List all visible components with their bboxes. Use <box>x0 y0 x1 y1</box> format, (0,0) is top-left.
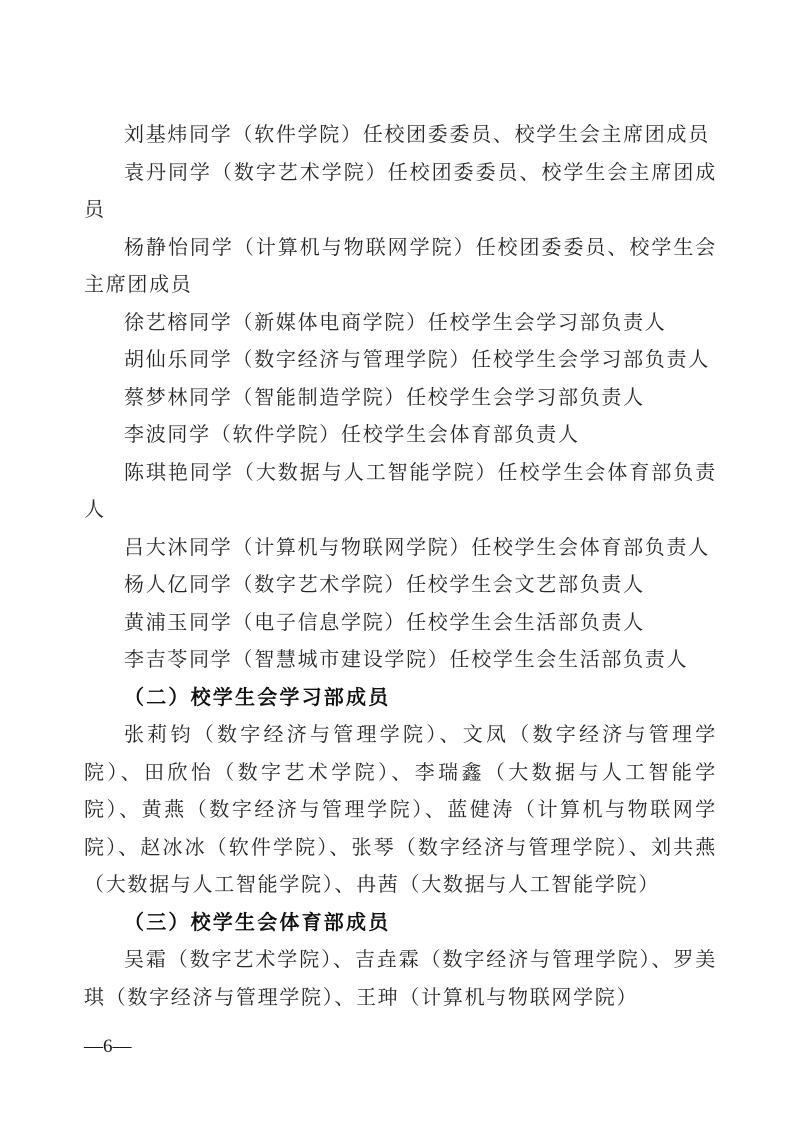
paragraph-appointment: 杨人亿同学（数字艺术学院）任校学生会文艺部负责人 <box>124 574 645 596</box>
paragraph-appointment: 胡仙乐同学（数字经济与管理学院）任校学生会学习部负责人 <box>124 349 710 371</box>
paragraph-appointment: 李吉苓同学（智慧城市建设学院）任校学生会生活部负责人 <box>124 649 689 671</box>
paragraph-appointment: 袁丹同学（数字艺术学院）任校团委委员、校学生会主席团成员 <box>84 161 717 221</box>
section-heading-study-dept: （二）校学生会学习部成员 <box>124 686 391 709</box>
paragraph-appointment: 刘基炜同学（软件学院）任校团委委员、校学生会主席团成员 <box>124 124 710 146</box>
page-number: —6— <box>84 1036 132 1057</box>
document-body <box>84 117 717 1017</box>
paragraph-appointment: 陈琪艳同学（大数据与人工智能学院）任校学生会体育部负责人 <box>84 461 717 521</box>
section-heading-sports-dept: （三）校学生会体育部成员 <box>124 911 391 934</box>
paragraph-appointment: 蔡梦林同学（智能制造学院）任校学生会学习部负责人 <box>124 386 645 409</box>
paragraph-member-list: 吴霜（数字艺术学院）、吉垚霖（数字经济与管理学院）、罗美琪（数字经济与管理学院）、王珅（计算机与物联网学院） <box>84 949 717 1009</box>
paragraph-appointment: 黄浦玉同学（电子信息学院）任校学生会生活部负责人 <box>124 611 645 634</box>
paragraph-appointment: 李波同学（软件学院）任校学生会体育部负责人 <box>124 424 580 446</box>
paragraph-appointment: 杨静怡同学（计算机与物联网学院）任校团委委员、校学生会主席团成员 <box>84 236 717 296</box>
paragraph-member-list: 张莉钧（数字经济与管理学院）、文凤（数字经济与管理学院）、田欣怡（数字艺术学院）、李瑞鑫（大数据与人工智能学院）、黄燕（数字经济与管理学院）、蓝健涛（计算机与物联网学院）、赵冰冰（软件学院）、张琴（数字经济与管理学院）、刘共燕（大数据与人工智能学院）、冉茜（大数据与人工智能学院） <box>84 724 717 896</box>
paragraph-appointment: 吕大沐同学（计算机与物联网学院）任校学生会体育部负责人 <box>124 536 710 559</box>
paragraph-appointment: 徐艺榕同学（新媒体电商学院）任校学生会学习部负责人 <box>124 311 667 334</box>
